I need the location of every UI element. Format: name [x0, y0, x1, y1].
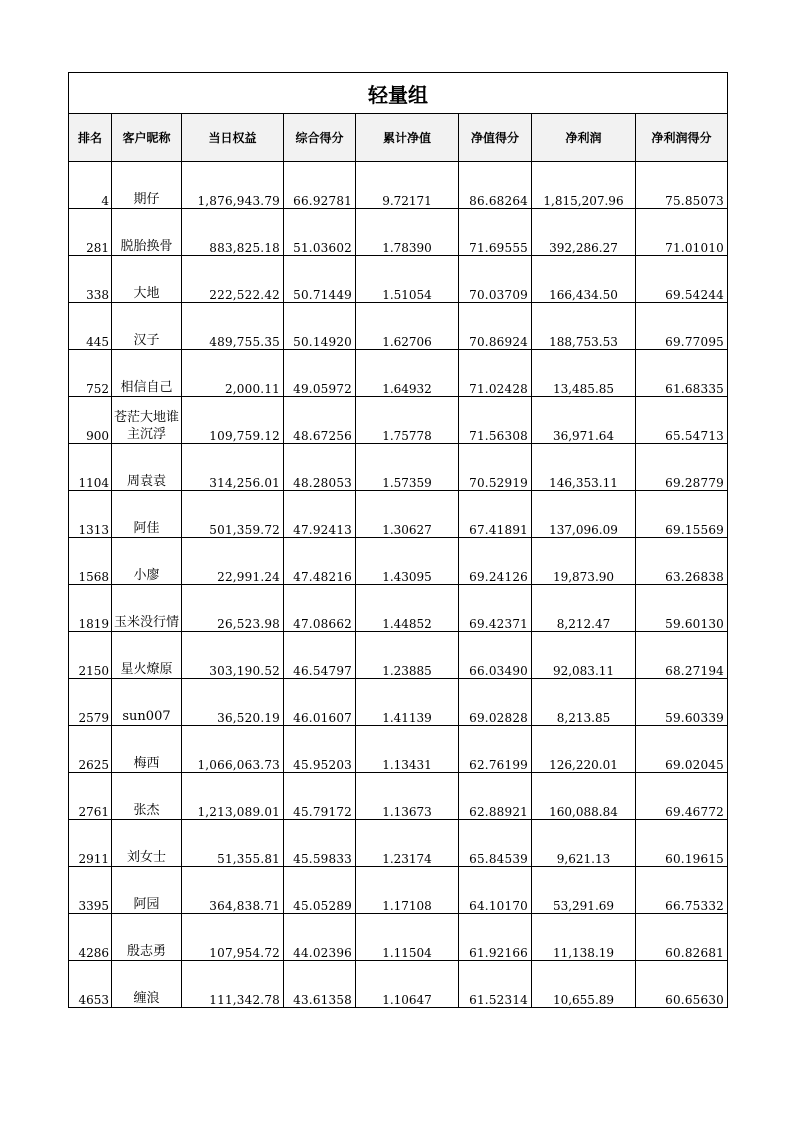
rank-cell: 281 — [69, 209, 112, 256]
profit-score-cell: 60.19615 — [636, 820, 728, 867]
equity-cell: 22,991.24 — [182, 538, 284, 585]
nav-score-cell: 61.52314 — [459, 961, 532, 1008]
equity-cell: 1,066,063.73 — [182, 726, 284, 773]
nav-cell: 1.13673 — [356, 773, 459, 820]
nav-score-cell: 86.68264 — [459, 162, 532, 209]
rank-cell: 4 — [69, 162, 112, 209]
nav-cell: 1.57359 — [356, 444, 459, 491]
table-row — [69, 961, 728, 1008]
nav-cell: 1.43095 — [356, 538, 459, 585]
equity-cell: 109,759.12 — [182, 397, 284, 444]
profit-score-cell: 59.60130 — [636, 585, 728, 632]
nav-score-cell: 62.76199 — [459, 726, 532, 773]
nickname-cell: 玉米没行情 — [112, 585, 182, 632]
table-row — [69, 726, 728, 773]
table-row — [69, 632, 728, 679]
profit-score-cell: 60.65630 — [636, 961, 728, 1008]
score-cell: 50.71449 — [284, 256, 356, 303]
nickname-cell: 大地 — [112, 256, 182, 303]
nav-cell: 1.10647 — [356, 961, 459, 1008]
nickname-cell: 汉子 — [112, 303, 182, 350]
rank-cell: 2761 — [69, 773, 112, 820]
score-cell: 47.08662 — [284, 585, 356, 632]
nav-score-cell: 62.88921 — [459, 773, 532, 820]
profit-cell: 188,753.53 — [532, 303, 636, 350]
header-score: 综合得分 — [284, 114, 356, 162]
nickname-cell: sun007 — [112, 679, 182, 726]
profit-cell: 160,088.84 — [532, 773, 636, 820]
nav-score-cell: 66.03490 — [459, 632, 532, 679]
rank-cell: 3395 — [69, 867, 112, 914]
table-row — [69, 350, 728, 397]
nickname-cell: 阿园 — [112, 867, 182, 914]
profit-score-cell: 59.60339 — [636, 679, 728, 726]
nav-score-cell: 71.56308 — [459, 397, 532, 444]
nav-cell: 1.41139 — [356, 679, 459, 726]
profit-score-cell: 69.46772 — [636, 773, 728, 820]
nickname-cell: 期仔 — [112, 162, 182, 209]
header-rank: 排名 — [69, 114, 112, 162]
equity-cell: 107,954.72 — [182, 914, 284, 961]
profit-cell: 9,621.13 — [532, 820, 636, 867]
nav-score-cell: 61.92166 — [459, 914, 532, 961]
score-cell: 45.95203 — [284, 726, 356, 773]
nickname-cell: 梅西 — [112, 726, 182, 773]
nav-score-cell: 69.24126 — [459, 538, 532, 585]
profit-score-cell: 75.85073 — [636, 162, 728, 209]
table-row — [69, 914, 728, 961]
equity-cell: 489,755.35 — [182, 303, 284, 350]
header-nickname: 客户昵称 — [112, 114, 182, 162]
equity-cell: 314,256.01 — [182, 444, 284, 491]
score-cell: 48.67256 — [284, 397, 356, 444]
score-cell: 47.92413 — [284, 491, 356, 538]
nav-cell: 1.23885 — [356, 632, 459, 679]
nav-score-cell: 70.03709 — [459, 256, 532, 303]
profit-score-cell: 68.27194 — [636, 632, 728, 679]
score-cell: 47.48216 — [284, 538, 356, 585]
nav-score-cell: 70.52919 — [459, 444, 532, 491]
profit-cell: 126,220.01 — [532, 726, 636, 773]
score-cell: 46.54797 — [284, 632, 356, 679]
nav-cell: 1.78390 — [356, 209, 459, 256]
nickname-cell: 刘女士 — [112, 820, 182, 867]
nickname-cell: 缠浪 — [112, 961, 182, 1008]
nickname-cell: 星火燎原 — [112, 632, 182, 679]
score-cell: 45.05289 — [284, 867, 356, 914]
profit-cell: 137,096.09 — [532, 491, 636, 538]
profit-score-cell: 69.77095 — [636, 303, 728, 350]
nav-score-cell: 69.42371 — [459, 585, 532, 632]
table-row — [69, 585, 728, 632]
nickname-cell: 脱胎换骨 — [112, 209, 182, 256]
nav-cell: 1.30627 — [356, 491, 459, 538]
table-row — [69, 256, 728, 303]
profit-score-cell: 66.75332 — [636, 867, 728, 914]
rank-cell: 2150 — [69, 632, 112, 679]
nickname-cell: 周袁袁 — [112, 444, 182, 491]
header-row — [69, 114, 728, 162]
rank-cell: 1819 — [69, 585, 112, 632]
nav-cell: 1.17108 — [356, 867, 459, 914]
nav-score-cell: 69.02828 — [459, 679, 532, 726]
table-row — [69, 303, 728, 350]
score-cell: 51.03602 — [284, 209, 356, 256]
score-cell: 43.61358 — [284, 961, 356, 1008]
rank-cell: 4653 — [69, 961, 112, 1008]
rank-cell: 1313 — [69, 491, 112, 538]
profit-cell: 53,291.69 — [532, 867, 636, 914]
table-row — [69, 444, 728, 491]
header-profit-score: 净利润得分 — [636, 114, 728, 162]
nickname-cell: 苍茫大地谁主沉浮 — [112, 397, 182, 444]
profit-score-cell: 69.28779 — [636, 444, 728, 491]
table-row — [69, 820, 728, 867]
rank-cell: 4286 — [69, 914, 112, 961]
score-cell: 45.79172 — [284, 773, 356, 820]
score-cell: 48.28053 — [284, 444, 356, 491]
equity-cell: 501,359.72 — [182, 491, 284, 538]
table-title: 轻量组 — [69, 73, 728, 114]
equity-cell: 303,190.52 — [182, 632, 284, 679]
table-row — [69, 867, 728, 914]
equity-cell: 2,000.11 — [182, 350, 284, 397]
profit-score-cell: 61.68335 — [636, 350, 728, 397]
profit-cell: 392,286.27 — [532, 209, 636, 256]
profit-cell: 8,213.85 — [532, 679, 636, 726]
header-nav-score: 净值得分 — [459, 114, 532, 162]
profit-score-cell: 60.82681 — [636, 914, 728, 961]
nav-score-cell: 70.86924 — [459, 303, 532, 350]
profit-cell: 13,485.85 — [532, 350, 636, 397]
table-row — [69, 773, 728, 820]
profit-cell: 92,083.11 — [532, 632, 636, 679]
nav-cell: 1.51054 — [356, 256, 459, 303]
profit-cell: 8,212.47 — [532, 585, 636, 632]
profit-cell: 146,353.11 — [532, 444, 636, 491]
equity-cell: 364,838.71 — [182, 867, 284, 914]
equity-cell: 1,876,943.79 — [182, 162, 284, 209]
profit-score-cell: 69.15569 — [636, 491, 728, 538]
nav-score-cell: 71.02428 — [459, 350, 532, 397]
equity-cell: 1,213,089.01 — [182, 773, 284, 820]
nav-cell: 1.44852 — [356, 585, 459, 632]
nav-score-cell: 64.10170 — [459, 867, 532, 914]
nickname-cell: 张杰 — [112, 773, 182, 820]
rank-cell: 2911 — [69, 820, 112, 867]
equity-cell: 26,523.98 — [182, 585, 284, 632]
nickname-cell: 殷志勇 — [112, 914, 182, 961]
nav-cell: 1.13431 — [356, 726, 459, 773]
rank-cell: 900 — [69, 397, 112, 444]
table-row — [69, 397, 728, 444]
equity-cell: 36,520.19 — [182, 679, 284, 726]
profit-score-cell: 63.26838 — [636, 538, 728, 585]
rank-cell: 338 — [69, 256, 112, 303]
table-row — [69, 491, 728, 538]
profit-cell: 36,971.64 — [532, 397, 636, 444]
equity-cell: 222,522.42 — [182, 256, 284, 303]
rank-cell: 2579 — [69, 679, 112, 726]
table-row — [69, 679, 728, 726]
nav-score-cell: 65.84539 — [459, 820, 532, 867]
profit-score-cell: 69.54244 — [636, 256, 728, 303]
nav-score-cell: 67.41891 — [459, 491, 532, 538]
nav-cell: 1.64932 — [356, 350, 459, 397]
table-row — [69, 162, 728, 209]
score-cell: 45.59833 — [284, 820, 356, 867]
table-body — [69, 162, 728, 1008]
score-cell: 44.02396 — [284, 914, 356, 961]
score-cell: 50.14920 — [284, 303, 356, 350]
nickname-cell: 小廖 — [112, 538, 182, 585]
nav-score-cell: 71.69555 — [459, 209, 532, 256]
rank-cell: 752 — [69, 350, 112, 397]
score-cell: 49.05972 — [284, 350, 356, 397]
ranking-table — [68, 72, 728, 1008]
profit-cell: 10,655.89 — [532, 961, 636, 1008]
header-profit: 净利润 — [532, 114, 636, 162]
profit-score-cell: 71.01010 — [636, 209, 728, 256]
header-nav: 累计净值 — [356, 114, 459, 162]
score-cell: 46.01607 — [284, 679, 356, 726]
equity-cell: 111,342.78 — [182, 961, 284, 1008]
equity-cell: 883,825.18 — [182, 209, 284, 256]
nickname-cell: 相信自己 — [112, 350, 182, 397]
profit-cell: 166,434.50 — [532, 256, 636, 303]
nav-cell: 1.75778 — [356, 397, 459, 444]
rank-cell: 2625 — [69, 726, 112, 773]
profit-score-cell: 65.54713 — [636, 397, 728, 444]
nav-cell: 1.23174 — [356, 820, 459, 867]
header-equity: 当日权益 — [182, 114, 284, 162]
equity-cell: 51,355.81 — [182, 820, 284, 867]
table-row — [69, 538, 728, 585]
profit-score-cell: 69.02045 — [636, 726, 728, 773]
rank-cell: 1104 — [69, 444, 112, 491]
rank-cell: 1568 — [69, 538, 112, 585]
profit-cell: 1,815,207.96 — [532, 162, 636, 209]
nav-cell: 1.11504 — [356, 914, 459, 961]
rank-cell: 445 — [69, 303, 112, 350]
score-cell: 66.92781 — [284, 162, 356, 209]
nav-cell: 1.62706 — [356, 303, 459, 350]
profit-cell: 19,873.90 — [532, 538, 636, 585]
nav-cell: 9.72171 — [356, 162, 459, 209]
profit-cell: 11,138.19 — [532, 914, 636, 961]
table-row — [69, 209, 728, 256]
nickname-cell: 阿佳 — [112, 491, 182, 538]
